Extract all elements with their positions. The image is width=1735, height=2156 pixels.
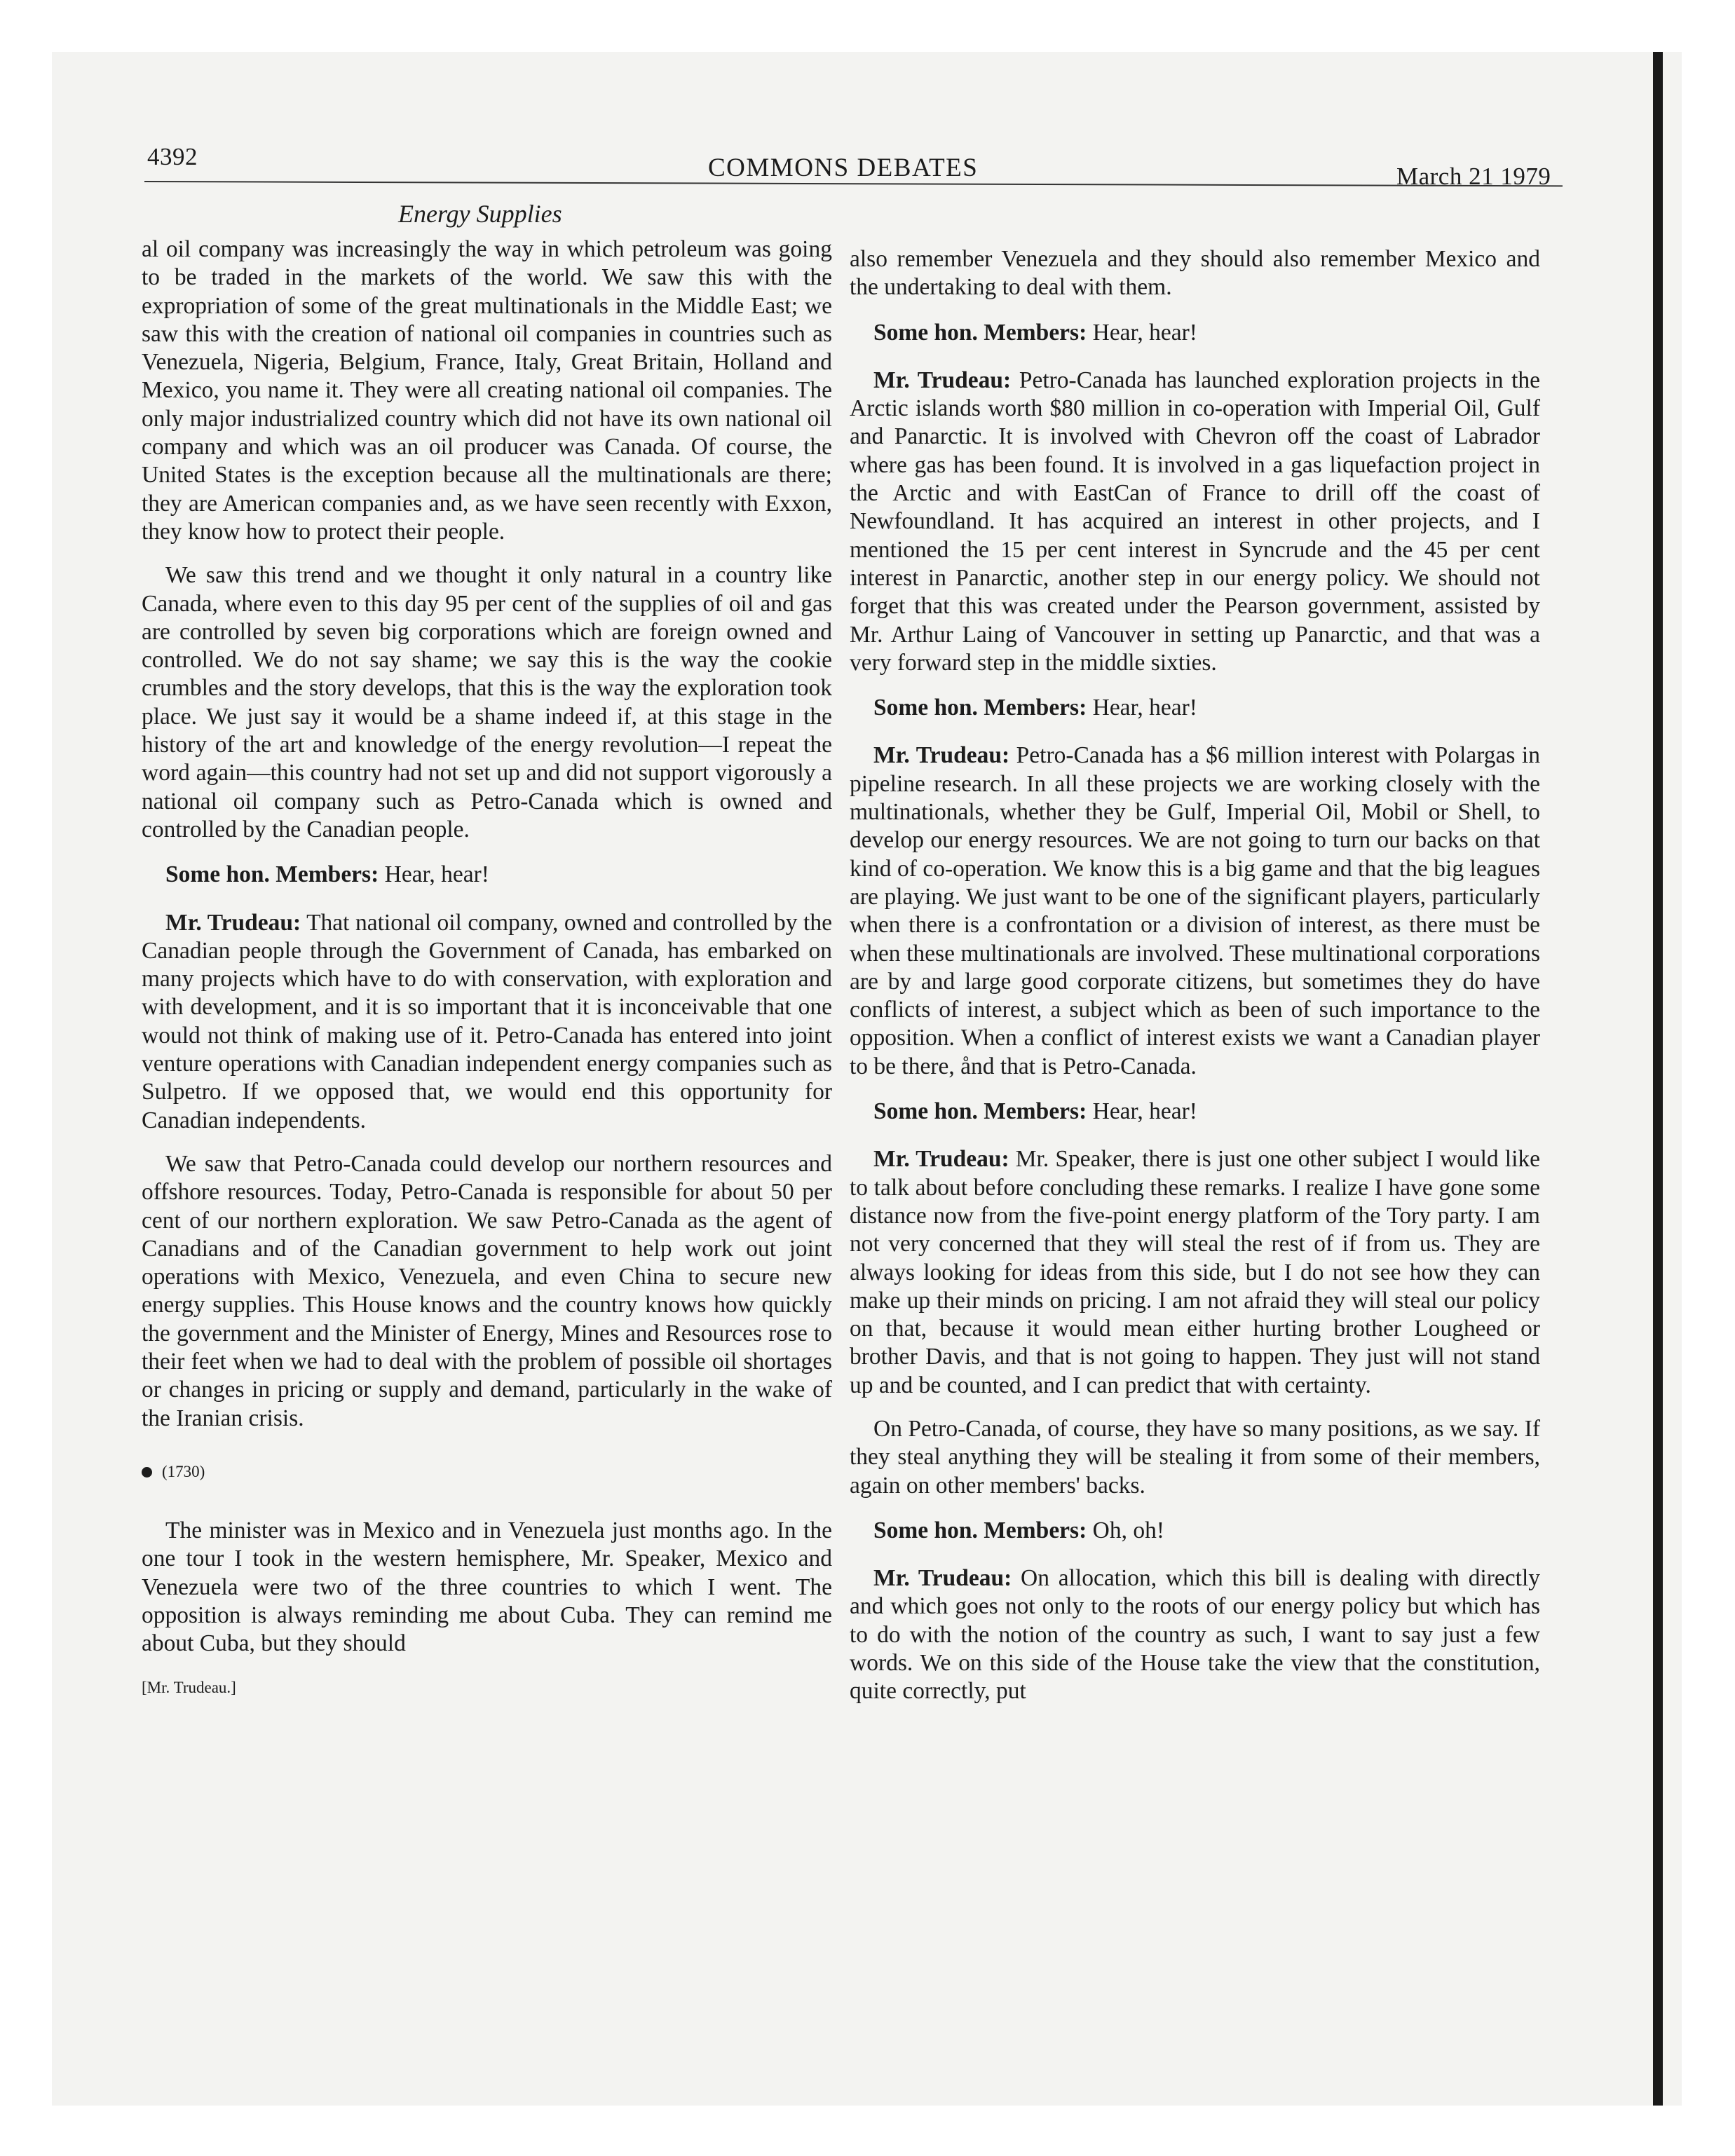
interjection-text: Hear, hear! [1092, 319, 1197, 346]
speech-paragraph [850, 1564, 1540, 1705]
speech-text: That national oil company, owned and controlled by the Canadian people through the Government of Canada, has embarked on many projects which have to do with conservation, with exploration and with development, and it is so important that it is inconceivable that one would not think of making use of it. Petro-Canada has entered into joint venture operations with Canadian independent energy companies such as Sulpetro. If we opposed that, we would end this opportunity for Canadian independents. [142, 909, 832, 1133]
speaker-name: Some hon. Members: [873, 319, 1087, 346]
speech-paragraph [850, 742, 1540, 1081]
speaker-name: Some hon. Members: [873, 695, 1087, 721]
time-marker-text: (1730) [162, 1462, 205, 1480]
speaker-name: Mr. Trudeau: [873, 367, 1012, 393]
interjection [850, 319, 1540, 347]
journal-title: COMMONS DEBATES [708, 153, 979, 182]
speaker-name: Some hon. Members: [873, 1098, 1087, 1125]
interjection [850, 1098, 1540, 1126]
speaker-name: Some hon. Members: [873, 1517, 1087, 1543]
speech-paragraph [850, 367, 1540, 677]
speaker-name: Mr. Trudeau: [873, 1565, 1012, 1592]
speech-paragraph [850, 1145, 1540, 1400]
speaker-name: Mr. Trudeau: [873, 742, 1010, 769]
page-number: 4392 [147, 143, 198, 170]
section-title: Energy Supplies [398, 200, 562, 228]
paragraph: also remember Venezuela and they should also remember Mexico and the undertaking to deal with them. [850, 246, 1540, 301]
paragraph: al oil company was increasingly the way in which petroleum was going to be traded in the markets of the world. We saw this with the expropriation of some of the great multinationals in the Middle East; we saw this with the creation of national oil companies in countries such as Venezuela, Nigeria, Belgium, France, Italy, Great Britain, Holland and Mexico, you name it. They were all creating national oil companies. The only major industrialized country which did not have its own national oil company and which was an oil producer was Canada. Of course, the United States is the exception because all the multinationals are there; they are American companies and, as we have seen recently with Exxon, they know how to protect their people. [142, 236, 832, 545]
interjection-text: Hear, hear! [384, 861, 489, 888]
interjection-text: Hear, hear! [1092, 1098, 1197, 1125]
interjection-text: Hear, hear! [1092, 695, 1197, 721]
paragraph: On Petro-Canada, of course, they have so many positions, as we say. If they steal anything they will be stealing it from some of their members, again on other members' backs. [850, 1415, 1540, 1499]
left-column [142, 236, 832, 1702]
paragraph: The minister was in Mexico and in Venezuela just months ago. In the one tour I took in the western hemisphere, Mr. Speaker, Mexico and Venezuela were two of the three countries to which I went. The opposition is always reminding me about Cuba. They can remind me about Cuba, but they should [142, 1517, 832, 1657]
sitting-date: March 21 1979 [1396, 163, 1551, 190]
speech-text: On allocation, which this bill is dealing with directly and which goes not only to the roots of our energy policy but which has to do with the notion of the country as such, I want to say just a few words. We on this side of the House take the view that the constitution, quite correctly, put [850, 1565, 1541, 1705]
interjection [850, 694, 1540, 722]
speaker-footer-tag: [Mr. Trudeau.] [142, 1678, 236, 1696]
speech-text: Petro-Canada has launched exploration projects in the Arctic islands worth $80 million in co-operation with Imperial Oil, Gulf and Panarctic. It is involved with Chevron off the coast of Labrador where gas has been found. It is involved in a gas liquefaction project in the Arctic and with EastCan of France to drill off the coast of Newfoundland. It has acquired an interest in other projects, and I mentioned the 15 per cent interest in Syncrude and the 45 per cent interest in Panarctic, another step in our energy policy. We should not forget that this was created under the Pearson government, assisted by Mr. Arthur Laing of Vancouver in setting up Panarctic, and that was a very forward step in the middle sixties. [850, 367, 1541, 676]
interjection [850, 1517, 1540, 1545]
speech-text: Mr. Speaker, there is just one other subject I would like to talk about before concluding these remarks. I realize I have gone some distance now from the five-point energy platform of the Tory party. I am not very concerned that they will steal the rest of if from us. They are always looking for ideas from this side, but I do not see how they can make up their minds on pricing. I am not afraid they will steal our policy on that, because it would mean either hurting brother Lougheed or brother Davis, and that is not going to happen. They just will not stand up and be counted, and I can predict that with certainty. [850, 1146, 1541, 1398]
speaker-name: Some hon. Members: [165, 861, 379, 888]
scan-edge-bar [1653, 52, 1663, 2106]
bullet-icon [142, 1467, 152, 1478]
speaker-name: Mr. Trudeau: [873, 1146, 1009, 1173]
interjection [142, 861, 832, 889]
right-column [850, 245, 1540, 1721]
time-marker [142, 1458, 832, 1486]
speech-paragraph [142, 909, 832, 1135]
paragraph: We saw that Petro-Canada could develop our northern resources and offshore resources. Today, Petro-Canada is responsible for about 50 per cent of our northern exploration. We saw Petro-Canada as the agent of Canadians and of the Canadian government to help work out joint operations with Mexico, Venezuela, and even China to secure new energy supplies. This House knows and the country knows how quickly the government and the Minister of Energy, Mines and Resources rose to their feet when we had to deal with the problem of possible oil shortages or changes in pricing or supply and demand, particularly in the wake of the Iranian crisis. [142, 1150, 832, 1431]
paragraph: We saw this trend and we thought it only natural in a country like Canada, where even to this day 95 per cent of the supplies of oil and gas are controlled by seven big corporations which are foreign owned and controlled. We do not say shame; we say this is the way the cookie crumbles and the story develops, that this is the way the exploration took place. We just say it would be a shame indeed if, at this stage in the history of the art and knowledge of the energy revolution—I repeat the word again—this country had not set up and did not support vigorously a national oil company such as Petro-Canada which is owned and controlled by the Canadian people. [142, 562, 832, 842]
speech-text: Petro-Canada has a $6 million interest with Polargas in pipeline research. In all these projects we are working closely with the multinationals, whether they be Gulf, Imperial Oil, Mobil or Shell, to develop our energy resources. We are not going to turn our backs on that kind of co-operation. We know this is a big game and that the big leagues are playing. We just want to be one of the significant players, particularly when there is a confrontation or a division of interest, as there must be when these multinationals are involved. These multinational corporations are by and large good corporate citizens, but sometimes they do have conflicts of interest, a subject which as been of such importance to the opposition. When a conflict of interest exists we want a Canadian player to be there, ånd that is Petro-Canada. [850, 742, 1540, 1079]
interjection-text: Oh, oh! [1092, 1517, 1164, 1543]
speaker-name: Mr. Trudeau: [165, 909, 301, 936]
